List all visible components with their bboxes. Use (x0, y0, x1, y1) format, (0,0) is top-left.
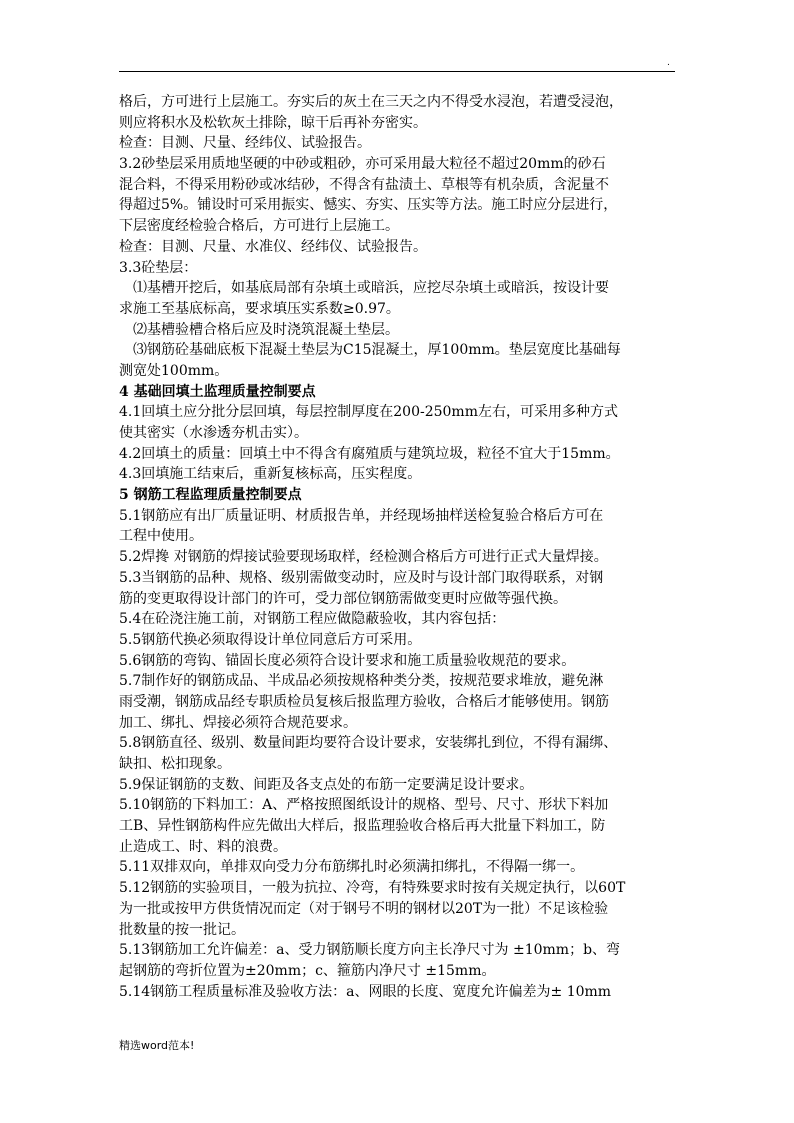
text-line: 检查：目测、尺量、经纬仪、试验报告。 (119, 135, 371, 152)
text-line: 3.2砂垫层采用质地坚硬的中砂或粗砂，亦可采用最大粒径不超过20mm的砂石 (119, 156, 606, 173)
text-line: 求施工至基底标高，要求填压实系数≥0.97。 (119, 300, 400, 317)
page-footer: 精选word范本! (119, 1039, 195, 1052)
text-line: 5.11双排双向，单排双向受力分布筋绑扎时必须满扣绑扎，不得隔一绑一。 (119, 859, 585, 876)
text-line: ⑵基槽验槽合格后应及时浇筑混凝土垫层。 (133, 321, 399, 338)
text-line: 4.1回填土应分批分层回填，每层控制厚度在200-250mm左右，可采用多种方式 (119, 404, 618, 421)
text-line: 5.4在砼浇注施工前，对钢筋工程应做隐蔽验收，其内容包括： (119, 611, 506, 628)
section-heading: 4 基础回填土监理质量控制要点 (119, 383, 316, 400)
text-line: 5.7制作好的钢筋成品、半成品必须按规格种类分类，按规范要求堆放，避免淋 (119, 673, 604, 690)
text-line: 下层密度经检验合格后，方可进行上层施工。 (119, 218, 399, 235)
text-line: 3.3砼垫层： (119, 259, 198, 276)
text-line: 5.6钢筋的弯钩、锚固长度必须符合设计要求和施工质量验收规范的要求。 (119, 652, 576, 669)
text-line: 批数量的按一批记。 (119, 921, 245, 938)
text-line: 4.3回填施工结束后，重新复核标高，压实程度。 (119, 466, 422, 483)
text-line: 使其密实（水渗透夯机击实）。 (119, 425, 308, 441)
text-line: 混合料，不得采用粉砂或冰结砂，不得含有盐渍土、草根等有机杂质，含泥量不 (119, 176, 609, 193)
text-line: 5.5钢筋代换必须取得设计单位同意后方可采用。 (119, 631, 422, 648)
text-line: 得超过5%。铺设时可采用振实、憾实、夯实、压实等方法。施工时应分层进行， (119, 197, 618, 214)
text-line: 5.13钢筋加工允许偏差：a、受力钢筋顺长度方向主长净尺寸为 ±10mm；b、弯 (119, 942, 621, 959)
text-line: 工程中使用。 (119, 528, 203, 545)
text-line: 5.14钢筋工程质量标准及验收方法：a、网眼的长度、宽度允许偏差为± 10mm (119, 983, 612, 1000)
text-line: 筋的变更取得设计部门的许可，受力部位钢筋需做变更时应做等强代换。 (119, 590, 567, 607)
body-text (119, 92, 675, 1002)
text-line: 加工、绑扎、焊接必须符合规范要求。 (119, 714, 357, 731)
text-line: 检查：目测、尺量、水准仪、经纬仪、试验报告。 (119, 238, 427, 255)
text-line: 雨受潮，钢筋成品经专职质检员复核后报监理方验收，合格后才能够使用。钢筋 (119, 693, 609, 710)
text-line: 测宽处100mm。 (119, 362, 229, 379)
text-line: ⑶钢筋砼基础底板下混凝土垫层为C15混凝土，厚100mm。垫层宽度比基础每 (133, 342, 621, 359)
text-line: 起钢筋的弯折位置为±20mm；c、箍筋内净尺寸 ±15mm。 (119, 962, 496, 979)
text-line: 5.2焊搀 对钢筋的焊接试验要现场取样，经检测合格后方可进行正式大量焊接。 (119, 549, 608, 566)
header-mark: . (667, 58, 670, 68)
header-rule (119, 71, 675, 72)
text-line: 为一批或按甲方供货情况而定（对于钢号不明的钢材以20T为一批）不足该检验 (119, 900, 609, 917)
text-line: 格后，方可进行上层施工。夯实后的灰土在三天之内不得受水浸泡，若遭受浸泡， (119, 94, 623, 110)
section-heading: 5 钢筋工程监理质量控制要点 (119, 487, 302, 504)
text-line: ⑴基槽开挖后，如基底局部有杂填土或暗浜，应挖尽杂填土或暗浜，按设计要 (133, 280, 609, 297)
text-line: 5.1钢筋应有出厂质量证明、材质报告单，并经现场抽样送检复验合格后方可在 (119, 507, 604, 524)
text-line: 5.10钢筋的下料加工：A、严格按照图纸设计的规格、型号、尺寸、形状下料加 (119, 797, 609, 814)
text-line: 5.3当钢筋的品种、规格、级别需做变动时，应及时与设计部门取得联系，对钢 (119, 569, 604, 586)
text-line: 工B、异性钢筋构件应先做出大样后，报监理验收合格后再大批量下料加工，防 (119, 818, 606, 835)
text-line: 5.9保证钢筋的支数、间距及各支点处的布筋一定要满足设计要求。 (119, 776, 534, 793)
text-line: 5.8钢筋直径、级别、数量间距均要符合设计要求，安装绑扎到位，不得有漏绑、 (119, 735, 618, 752)
text-line: 则应将积水及松软灰土排除，晾干后再补夯密实。 (119, 114, 427, 131)
text-line: 5.12钢筋的实验项目，一般为抗拉、冷弯，有特殊要求时按有关规定执行，以60T (119, 880, 626, 897)
text-line: 止造成工、时、料的浪费。 (119, 838, 287, 855)
text-line: 4.2回填土的质量：回填土中不得含有腐殖质与建筑垃圾，粒径不宜大于15mm。 (119, 445, 620, 462)
text-line: 缺扣、松扣现象。 (119, 756, 231, 772)
